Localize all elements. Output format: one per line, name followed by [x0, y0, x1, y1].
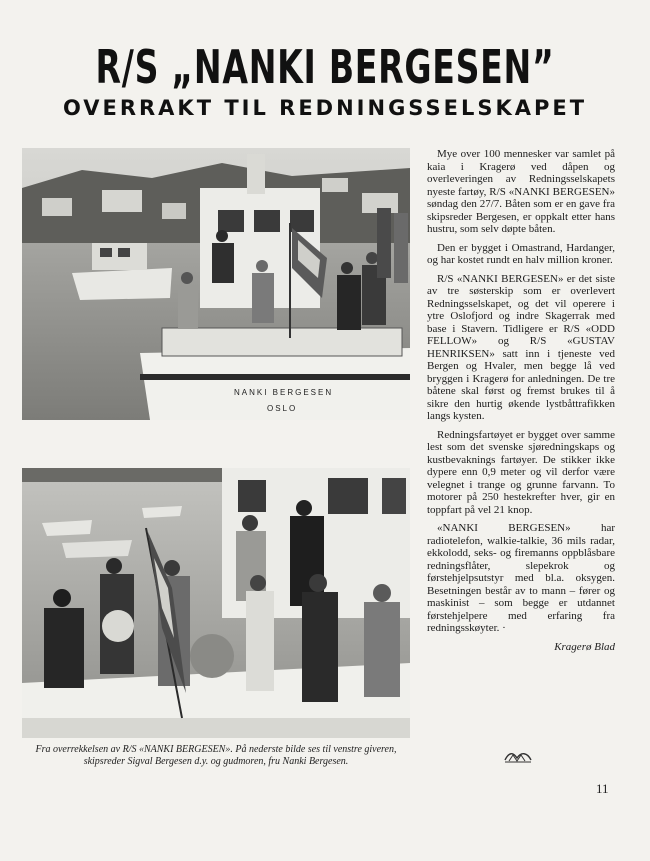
boat-port-lettering: OSLO: [267, 404, 298, 413]
page-title: R/S „NANKI BERGESEN”: [95, 40, 555, 94]
photo-donors-on-deck: [22, 468, 410, 738]
article-paragraph: Mye over 100 mennesker var samlet på kaia i Kragerø ved dåpen og overleveringen av Redningsselskapets nyeste fartøy, R/S «NANKI BERGESEN» søndag den 27/7. Båten som er en gave fra skipsreder Bergesen, er oppkalt etter hans hustru, som selv døpte båten.: [427, 148, 615, 235]
page-subtitle: OVERRAKT TIL REDNINGSSELSKAPET: [62, 96, 588, 120]
article-source-signature: Kragerø Blad: [554, 640, 615, 653]
boat-name-lettering: NANKI BERGESEN: [234, 388, 334, 397]
article-paragraph: R/S «NANKI BERGESEN» er det siste av tre søsterskip som er overlevert Redningsselskapet, og det vil operere i ytre Oslofjord og indre Skagerrak med base i Stavern. Tidligere er R/S «ODD FELLOW» og R/S «GUSTAV HENRIKSEN» satt inn i tjeneste ved Bergen og Hvaler, men begge lå ved bryggen i Kragerø for anledningen. De tre båtene skal først og fremst brukes til å sikre den hurtig økende lystbåttrafikken langs kysten.: [427, 272, 615, 422]
article-column: [427, 148, 615, 659]
article-paragraph: Den er bygget i Omastrand, Hardanger, og har kostet rundt en halv million kroner.: [427, 241, 615, 266]
article-paragraph: «NANKI BERGESEN» har radiotelefon, walkie-talkie, 36 mils radar, ekkolodd, seks- og firemanns oppblåsbare redningsflåter, slepekrok og førstehjelpsutstyr med bl.a. oksygen. Besetningen består av to mann – fører og maskinist – som begge er utdannet førstehjelpere med erfaring fra redningsskøyter. ·: [427, 522, 615, 634]
photo-caption: Fra overrekkelsen av R/S «NANKI BERGESEN». På nederste bilde ses til venstre giveren, skipsreder Sigval Bergesen d.y. og gudmoren, fru Nanki Bergesen.: [35, 744, 397, 767]
article-paragraph: Redningsfartøyet er bygget over samme lest som det svenske sjøredningskaps og kustbevaknings fartøyer. De stikker ikke dypere enn 0,9 meter og vil derfor være velegnet i trange og grunne farvann. To motorer på 250 hestekrefter hver, gir en toppfart på vel 21 knop.: [427, 428, 615, 516]
photo-boat-handover: [22, 148, 410, 420]
ornament-icon: [503, 748, 533, 764]
page-number: 11: [596, 781, 609, 796]
